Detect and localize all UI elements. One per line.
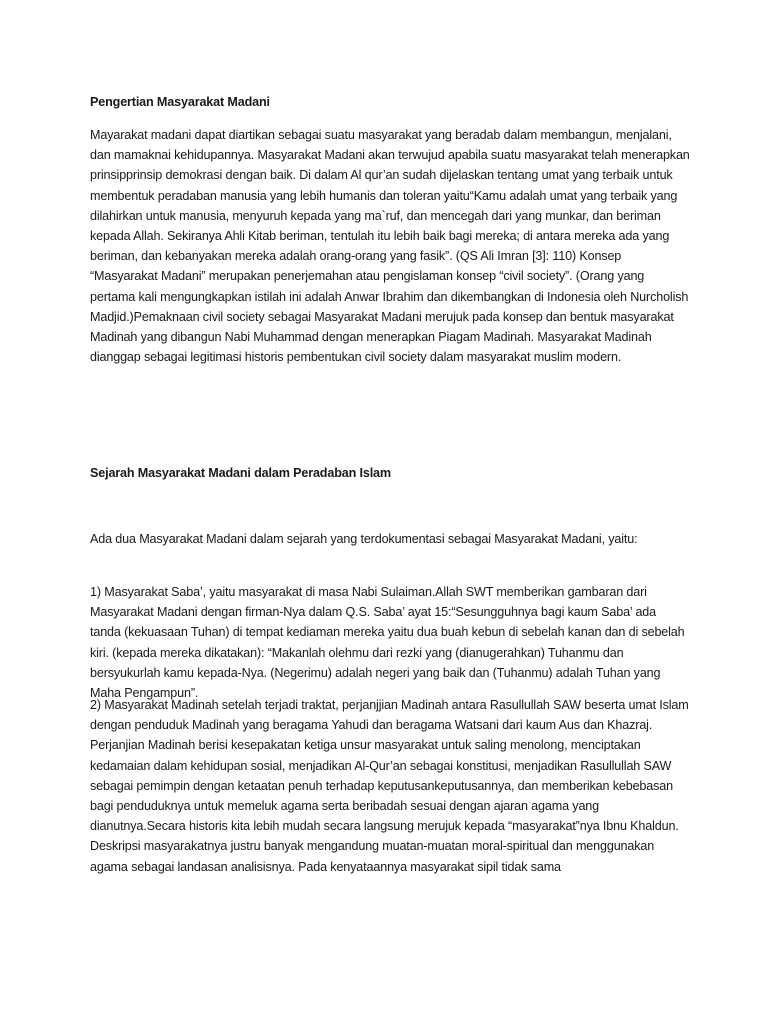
paragraph-definition: Mayarakat madani dapat diartikan sebagai suatu masyarakat yang beradab dalam membangun, menjalani, dan mamaknai kehidupannya. Masyarakat Madani akan terwujud apabila suatu masyarakat telah menerapkan prinsipprinsip demokrasi dengan baik. Di dalam Al qur’an sudah dijelaskan tentang umat yang terbaik untuk membentuk peradaban manusia yang lebih humanis dan toleran yaitu“Kamu adalah umat yang terbaik yang dilahirkan untuk manusia, menyuruh kepada yang ma`ruf, dan mencegah dari yang munkar, dan beriman kepada Allah. Sekiranya Ahli Kitab beriman, tentulah itu lebih baik bagi mereka; di antara mereka ada yang beriman, dan kebanyakan mereka adalah orang-orang yang fasik”. (QS Ali Imran [3]: 110) Konsep “Masyarakat Madani” merupakan penerjemahan atau pengislaman konsep “civil society”. (Orang yang pertama kali mengungkapkan istilah ini adalah Anwar Ibrahim dan dikembangkan di Indonesia oleh Nurcholish Madjid.)Pemaknaan civil society sebagai Masyarakat Madani merujuk pada konsep dan bentuk masyarakat Madinah yang dibangun Nabi Muhammad dengan menerapkan Piagam Madinah. Masyarakat Madinah dianggap sebagai legitimasi historis pembentukan civil society dalam masyarakat muslim modern.: [90, 128, 690, 365]
list-item-saba: 1) Masyarakat Saba’, yaitu masyarakat di masa Nabi Sulaiman.Allah SWT memberikan gambaran dari Masyarakat Madani dengan firman-Nya dalam Q.S. Saba’ ayat 15:“Sesungguhnya bagi kaum Saba’ ada tanda (kekuasaan Tuhan) di tempat kediaman mereka yaitu dua buah kebun di sebelah kanan dan di sebelah kiri. (kepada mereka dikatakan): “Makanlah olehmu dari rezki yang (dianugerahkan) Tuhanmu dan bersyukurlah kamu kepada-Nya. (Negerimu) adalah negeri yang baik dan (Tuhanmu) adalah Tuhan yang Maha Pengampun”.: [90, 585, 685, 701]
list-item-madinah: 2) Masyarakat Madinah setelah terjadi traktat, perjanjjian Madinah antara Rasullullah SAW beserta umat Islam dengan penduduk Madinah yang beragama Yahudi dan beragama Watsani dari kaum Aus dan Khazraj. Perjanjian Madinah berisi kesepakatan ketiga unsur masyarakat untuk saling menolong, menciptakan kedamaian dalam kehidupan sosial, menjadikan Al-Qur’an sebagai konstitusi, menjadikan Rasullullah SAW sebagai pemimpin dengan ketaatan penuh terhadap keputusankeputusannya, dan memberikan kebebasan bagi penduduknya untuk memeluk agama serta beribadah sesuai dengan ajaran agama yang dianutnya.Secara historis kita lebih mudah secara langsung merujuk kepada “masyarakat”nya Ibnu Khaldun. Deskripsi masyarakatnya justru banyak mengandung muatan-muatan moral-spiritual dan menggunakan agama sebagai landasan analisisnya. Pada kenyataannya masyarakat sipil tidak sama: [90, 698, 689, 874]
section-heading-pengertian: Pengertian Masyarakat Madani: [90, 95, 270, 109]
paragraph-intro: Ada dua Masyarakat Madani dalam sejarah yang terdokumentasi sebagai Masyarakat Madani, yaitu:: [90, 532, 638, 546]
section-heading-sejarah: Sejarah Masyarakat Madani dalam Peradaban Islam: [90, 466, 391, 480]
